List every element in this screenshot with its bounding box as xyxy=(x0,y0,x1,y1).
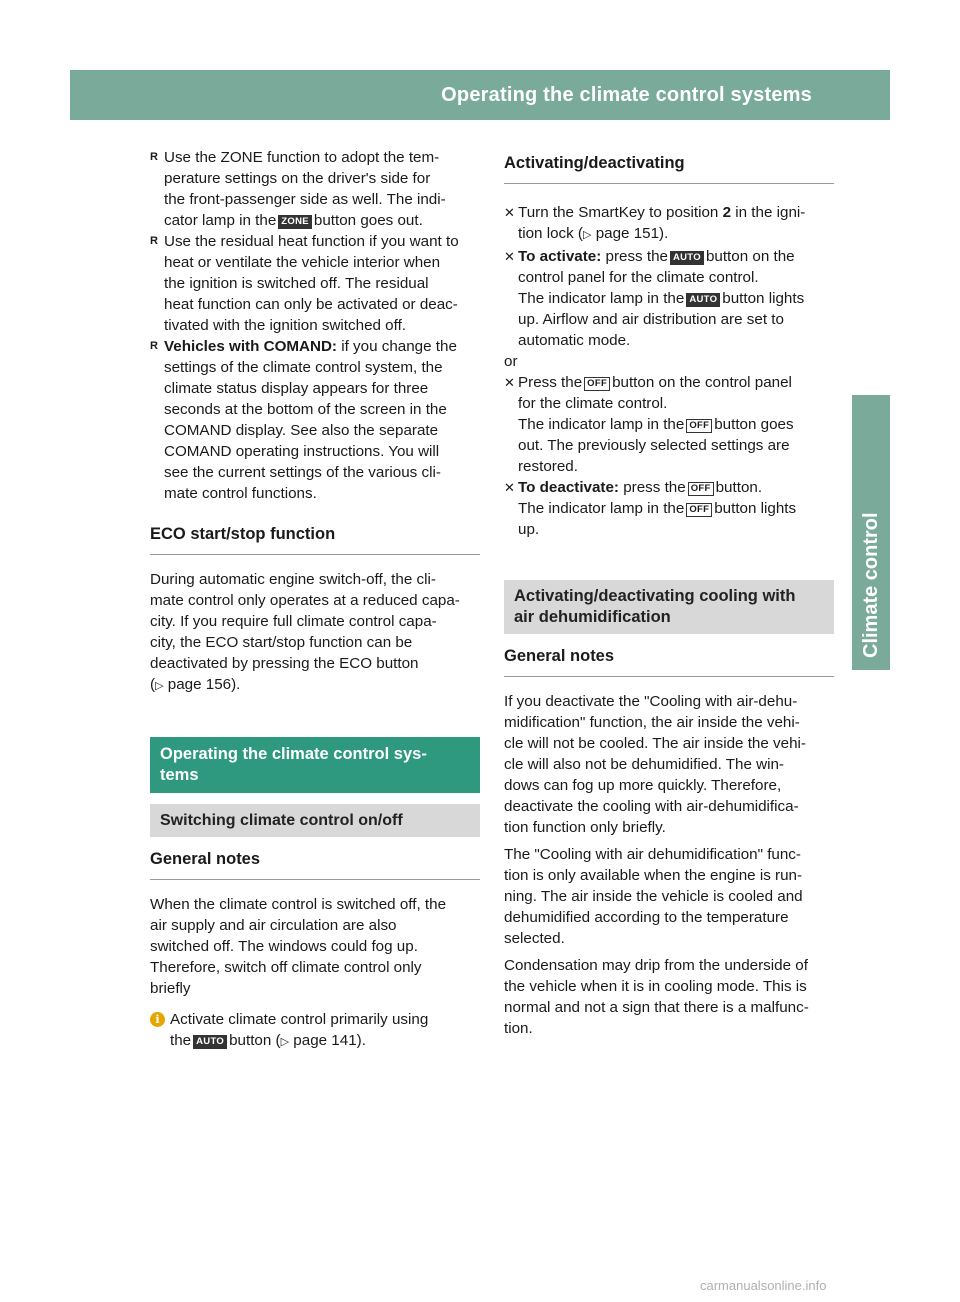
switching-paragraph xyxy=(150,894,480,999)
text-line: normal and not a sign that there is a malfunc- xyxy=(504,999,809,1016)
activating-heading: Activating/deactivating xyxy=(504,153,834,184)
text-fragment: Turn the SmartKey to position xyxy=(518,204,723,221)
text-line: tivated with the ignition switched off. xyxy=(164,317,407,334)
text-line: switched off. The windows could fog up. xyxy=(150,938,418,955)
bullet-zone xyxy=(150,147,480,231)
text-fragment: button. xyxy=(715,479,763,496)
text-line: If you deactivate the "Cooling with air-dehu- xyxy=(504,693,798,710)
zone-key-icon: ZONE xyxy=(278,215,312,229)
step-arrow-icon: ✕ xyxy=(504,375,515,390)
text-line: heat or ventilate the vehicle interior when xyxy=(164,254,441,271)
bold-label: Vehicles with COMAND: xyxy=(164,338,337,355)
text-fragment: press the xyxy=(619,479,686,496)
text-line: cle will not be cooled. The air inside the vehi- xyxy=(504,735,806,752)
step-press-off xyxy=(504,372,834,477)
text-fragment: button goes xyxy=(714,416,794,433)
cooling-paragraph-2 xyxy=(504,844,834,949)
eco-heading: ECO start/stop function xyxy=(150,524,480,555)
eco-paragraph xyxy=(150,569,480,697)
text-line: see the current settings of the various cli- xyxy=(164,464,441,481)
bullet-residual-heat xyxy=(150,231,480,336)
off-key-icon: OFF xyxy=(686,419,712,433)
page-ref-arrow-icon: ▷ xyxy=(155,680,164,692)
step-arrow-icon: ✕ xyxy=(504,249,515,264)
step-smartkey xyxy=(504,202,834,246)
cooling-paragraph-3 xyxy=(504,955,834,1039)
page-ref-link[interactable]: page 151). xyxy=(595,225,669,242)
text-fragment: button goes out. xyxy=(313,212,423,229)
text-line: mate control only operates at a reduced capa- xyxy=(150,592,460,609)
text-line: mate control functions. xyxy=(164,485,317,502)
text-line xyxy=(518,414,834,435)
bullet-marker-icon: R xyxy=(150,151,158,163)
text-line: cle will also not be dehumidified. The win- xyxy=(504,756,784,773)
heading-line: tems xyxy=(160,766,199,784)
text-fragment: button ( xyxy=(229,1032,281,1049)
text-line: Condensation may drip from the underside of xyxy=(504,957,808,974)
bullet-comand xyxy=(150,336,480,504)
text-fragment: button lights xyxy=(722,290,805,307)
or-text: or xyxy=(504,353,518,370)
cooling-paragraph-1 xyxy=(504,691,834,838)
text-line: city. If you require full climate control capa- xyxy=(150,613,437,630)
page-ref-link[interactable]: page 141). xyxy=(293,1032,366,1049)
text-line: deactivated by pressing the ECO button xyxy=(150,655,419,672)
text-line: Use the residual heat function if you want to xyxy=(164,233,459,250)
text-line: When the climate control is switched off, the xyxy=(150,896,447,913)
text-line: dows can fog up more quickly. Therefore, xyxy=(504,777,782,794)
page-ref-link[interactable]: page 156). xyxy=(167,676,241,693)
page-number: 139 xyxy=(917,85,948,105)
text-line: Use the ZONE function to adopt the tem- xyxy=(164,149,440,166)
text-fragment: cator lamp in the xyxy=(164,212,277,229)
text-line: the front-passenger side as well. The indi- xyxy=(164,191,446,208)
text-fragment: button on the xyxy=(705,248,795,265)
text-line xyxy=(518,372,834,393)
auto-key-icon: AUTO xyxy=(193,1035,227,1049)
text-fragment: Press the xyxy=(518,374,583,391)
text-fragment: The indicator lamp in the xyxy=(518,500,685,517)
step-deactivate xyxy=(504,477,834,540)
text-line: deactivate the cooling with air-dehumidifica- xyxy=(504,798,799,815)
general-notes-heading: General notes xyxy=(504,646,834,677)
general-notes-heading: General notes xyxy=(150,849,480,880)
info-icon: i xyxy=(150,1012,165,1027)
page-title: Operating the climate control systems xyxy=(441,84,812,106)
text-line: automatic mode. xyxy=(518,332,631,349)
text-line: restored. xyxy=(518,458,578,475)
text-line: Activate climate control primarily using xyxy=(170,1011,429,1028)
bold-label: To deactivate: xyxy=(518,479,619,496)
text-line xyxy=(164,210,480,231)
text-line: tion function only briefly. xyxy=(504,819,666,836)
page-ref-arrow-icon: ▷ xyxy=(583,229,592,241)
text-line: up. Airflow and air distribution are set to xyxy=(518,311,784,328)
text-fragment: if you change the xyxy=(337,338,457,355)
left-column xyxy=(150,147,480,1053)
bold-label: To activate: xyxy=(518,248,602,265)
text-fragment: the xyxy=(170,1032,192,1049)
text-line: briefly xyxy=(150,980,191,997)
text-line: up. xyxy=(518,521,540,538)
text-line: tion. xyxy=(504,1020,533,1037)
text-line: The "Cooling with air dehumidification" func- xyxy=(504,846,801,863)
text-line: the ignition is switched off. The residual xyxy=(164,275,429,292)
text-fragment: in the igni- xyxy=(731,204,806,221)
off-key-icon: OFF xyxy=(584,377,610,391)
text-line: (▷ page 156). xyxy=(150,676,241,693)
text-line: the vehicle when it is in cooling mode. This is xyxy=(504,978,807,995)
watermark: carmanualsonline.info xyxy=(700,1278,827,1293)
text-fragment: tion lock ( xyxy=(518,225,583,242)
text-line: tion is only available when the engine is run- xyxy=(504,867,803,884)
text-line xyxy=(518,223,834,246)
step-arrow-icon: ✕ xyxy=(504,205,515,220)
header-band xyxy=(70,70,948,120)
text-line: Therefore, switch off climate control only xyxy=(150,959,422,976)
text-line xyxy=(518,477,834,498)
section-heading-operating xyxy=(150,737,480,793)
text-line xyxy=(170,1030,480,1053)
text-fragment: button on the control panel xyxy=(612,374,792,391)
off-key-icon: OFF xyxy=(688,482,714,496)
text-line: perature settings on the driver's side for xyxy=(164,170,431,187)
off-key-icon: OFF xyxy=(686,503,712,517)
step-arrow-icon: ✕ xyxy=(504,480,515,495)
step-activate xyxy=(504,246,834,351)
text-line: for the climate control. xyxy=(518,395,668,412)
text-fragment: The indicator lamp in the xyxy=(518,416,685,433)
text-fragment: press the xyxy=(601,248,668,265)
info-note xyxy=(150,1009,480,1053)
text-line: control panel for the climate control. xyxy=(518,269,759,286)
bullet-marker-icon: R xyxy=(150,235,158,247)
bullet-marker-icon: R xyxy=(150,340,158,352)
right-column xyxy=(504,147,834,1039)
text-line: climate status display appears for three xyxy=(164,380,429,397)
text-line: seconds at the bottom of the screen in the xyxy=(164,401,447,418)
text-line: COMAND operating instructions. You will xyxy=(164,443,440,460)
text-line: dehumidified according to the temperature xyxy=(504,909,789,926)
text-line xyxy=(518,288,834,309)
text-line xyxy=(518,246,834,267)
heading-line: Activating/deactivating cooling with xyxy=(514,587,796,605)
bold-value: 2 xyxy=(722,204,732,221)
auto-key-icon: AUTO xyxy=(670,251,704,265)
text-line: ning. The air inside the vehicle is cooled and xyxy=(504,888,803,905)
text-line: heat function can only be activated or deac- xyxy=(164,296,458,313)
text-line: selected. xyxy=(504,930,565,947)
chapter-side-tab xyxy=(852,395,890,670)
text-line xyxy=(518,202,834,223)
auto-key-icon: AUTO xyxy=(686,293,720,307)
text-fragment: button lights xyxy=(714,500,797,517)
text-line: midification" function, the air inside the vehi- xyxy=(504,714,800,731)
subsection-heading-switching: Switching climate control on/off xyxy=(150,804,480,837)
text-line: out. The previously selected settings are xyxy=(518,437,790,454)
section-heading-cooling xyxy=(504,580,834,634)
text-line: settings of the climate control system, the xyxy=(164,359,443,376)
text-line: air supply and air circulation are also xyxy=(150,917,397,934)
heading-line: air dehumidification xyxy=(514,608,671,626)
text-line xyxy=(164,336,480,357)
text-line: COMAND display. See also the separate xyxy=(164,422,439,439)
page-ref-arrow-icon: ▷ xyxy=(280,1036,290,1048)
text-line xyxy=(518,498,834,519)
text-line: city, the ECO start/stop function can be xyxy=(150,634,413,651)
text-fragment: The indicator lamp in the xyxy=(518,290,685,307)
text-line: During automatic engine switch-off, the cli- xyxy=(150,571,436,588)
heading-line: Operating the climate control sys- xyxy=(160,745,427,763)
chapter-label: Climate control xyxy=(860,512,882,658)
